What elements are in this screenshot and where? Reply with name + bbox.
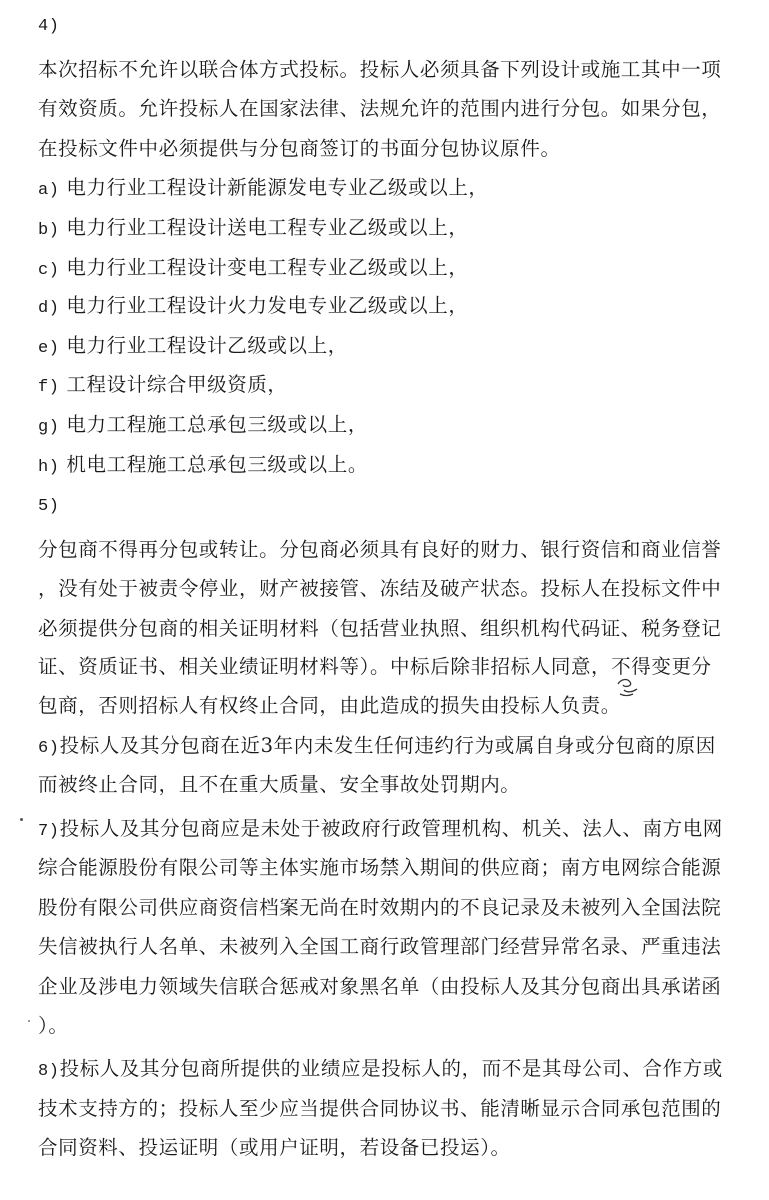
section-6-line-1 — [38, 731, 716, 764]
section-8-line-1 — [38, 1054, 723, 1087]
list-item-g — [38, 410, 368, 443]
section-7-line-4: 失信被执行人名单、未被列入全国工商行政管理部门经营异常名录、严重违法 — [38, 935, 722, 958]
section-7-line-5: 企业及涉电力领域失信联合惩戒对象黑名单（由投标人及其分包商出具承诺函 — [38, 975, 722, 998]
list-item-a-text: 电力行业工程设计新能源发电专业乙级或以上， — [66, 176, 489, 199]
section-8-line-2: 技术支持方的；投标人至少应当提供合同协议书、能清晰显示合同承包范围的 — [38, 1097, 722, 1120]
list-item-a-label: a) — [38, 181, 60, 200]
section-5-number: 5) — [38, 497, 60, 516]
list-item-e-label: e) — [38, 339, 60, 358]
section-5-line-2: ，没有处于被责令停业，财产被接管、冻结及破产状态。投标人在投标文件中 — [38, 577, 722, 600]
section-5-line-4: 证、资质证书、相关业绩证明材料等）。中标后除非招标人同意，不得变更分 — [38, 655, 712, 678]
list-item-g-label: g) — [38, 418, 60, 437]
list-item-h-text: 机电工程施工总承包三级或以上。 — [66, 453, 368, 476]
section-5-line-3: 必须提供分包商的相关证明材料（包括营业执照、组织机构代码证、税务登记 — [38, 617, 722, 640]
section-5-line-1: 分包商不得再分包或转让。分包商必须具有良好的财力、银行资信和商业信誉 — [38, 538, 722, 561]
section-6-line-2: 而被终止合同，且不在重大质量、安全事故处罚期内。 — [38, 773, 521, 796]
list-item-f-label: f) — [38, 378, 60, 397]
list-item-h — [38, 450, 368, 483]
section-4-line-1: 本次招标不允许以联合体方式投标。投标人必须具备下列设计或施工其中一项 — [38, 58, 722, 81]
list-item-f-text: 工程设计综合甲级资质， — [66, 373, 288, 396]
list-item-d-text: 电力行业工程设计火力发电专业乙级或以上， — [66, 294, 469, 317]
list-item-c-label: c) — [38, 261, 60, 280]
list-item-d — [38, 291, 468, 324]
scan-dot — [28, 1020, 30, 1022]
section-7-line-6: ）。 — [38, 1014, 69, 1037]
list-item-c-text: 电力行业工程设计变电工程专业乙级或以上， — [66, 256, 469, 279]
section-8-number: 8) — [38, 1062, 60, 1081]
section-7-text-1: 投标人及其分包商应是未处于被政府行政管理机构、机关、法人、南方电网 — [59, 817, 723, 840]
section-6-text-1: 投标人及其分包商在近3年内未发生任何违约行为或属自身或分包商的原因 — [59, 734, 716, 757]
section-4-line-3: 在投标文件中必须提供与分包商签订的书面分包协议原件。 — [38, 137, 561, 160]
list-item-a — [38, 173, 489, 206]
section-8-line-3: 合同资料、投运证明（或用户证明，若设备已投运）。 — [38, 1136, 511, 1159]
section-7-number: 7) — [38, 822, 60, 841]
section-4-number: 4) — [38, 17, 60, 36]
list-item-h-label: h) — [38, 458, 60, 477]
list-item-e-text: 电力行业工程设计乙级或以上， — [66, 334, 348, 357]
section-7-line-1 — [38, 814, 723, 847]
scan-dot — [20, 818, 23, 821]
list-item-b-text: 电力行业工程设计送电工程专业乙级或以上， — [66, 216, 469, 239]
list-item-b-label: b) — [38, 221, 60, 240]
list-item-g-text: 电力工程施工总承包三级或以上， — [66, 413, 368, 436]
list-item-d-label: d) — [38, 299, 60, 318]
list-item-b — [38, 213, 468, 246]
section-8-text-1: 投标人及其分包商所提供的业绩应是投标人的，而不是其母公司、合作方或 — [59, 1057, 723, 1080]
section-4-line-2: 有效资质。允许投标人在国家法律、法规允许的范围内进行分包。如果分包， — [38, 97, 722, 120]
list-item-c — [38, 253, 468, 286]
section-7-line-2: 综合能源股份有限公司等主体实施市场禁入期间的供应商；南方电网综合能源 — [38, 856, 722, 879]
section-7-line-3: 股份有限公司供应商资信档案无尚在时效期内的不良记录及未被列入全国法院 — [38, 896, 722, 919]
section-5-line-5: 包商，否则招标人有权终止合同，由此造成的损失由投标人负责。 — [38, 694, 621, 717]
list-item-f — [38, 370, 288, 403]
list-item-e — [38, 331, 348, 364]
section-6-number: 6) — [38, 739, 60, 758]
scan-smudge-icon — [615, 676, 641, 698]
